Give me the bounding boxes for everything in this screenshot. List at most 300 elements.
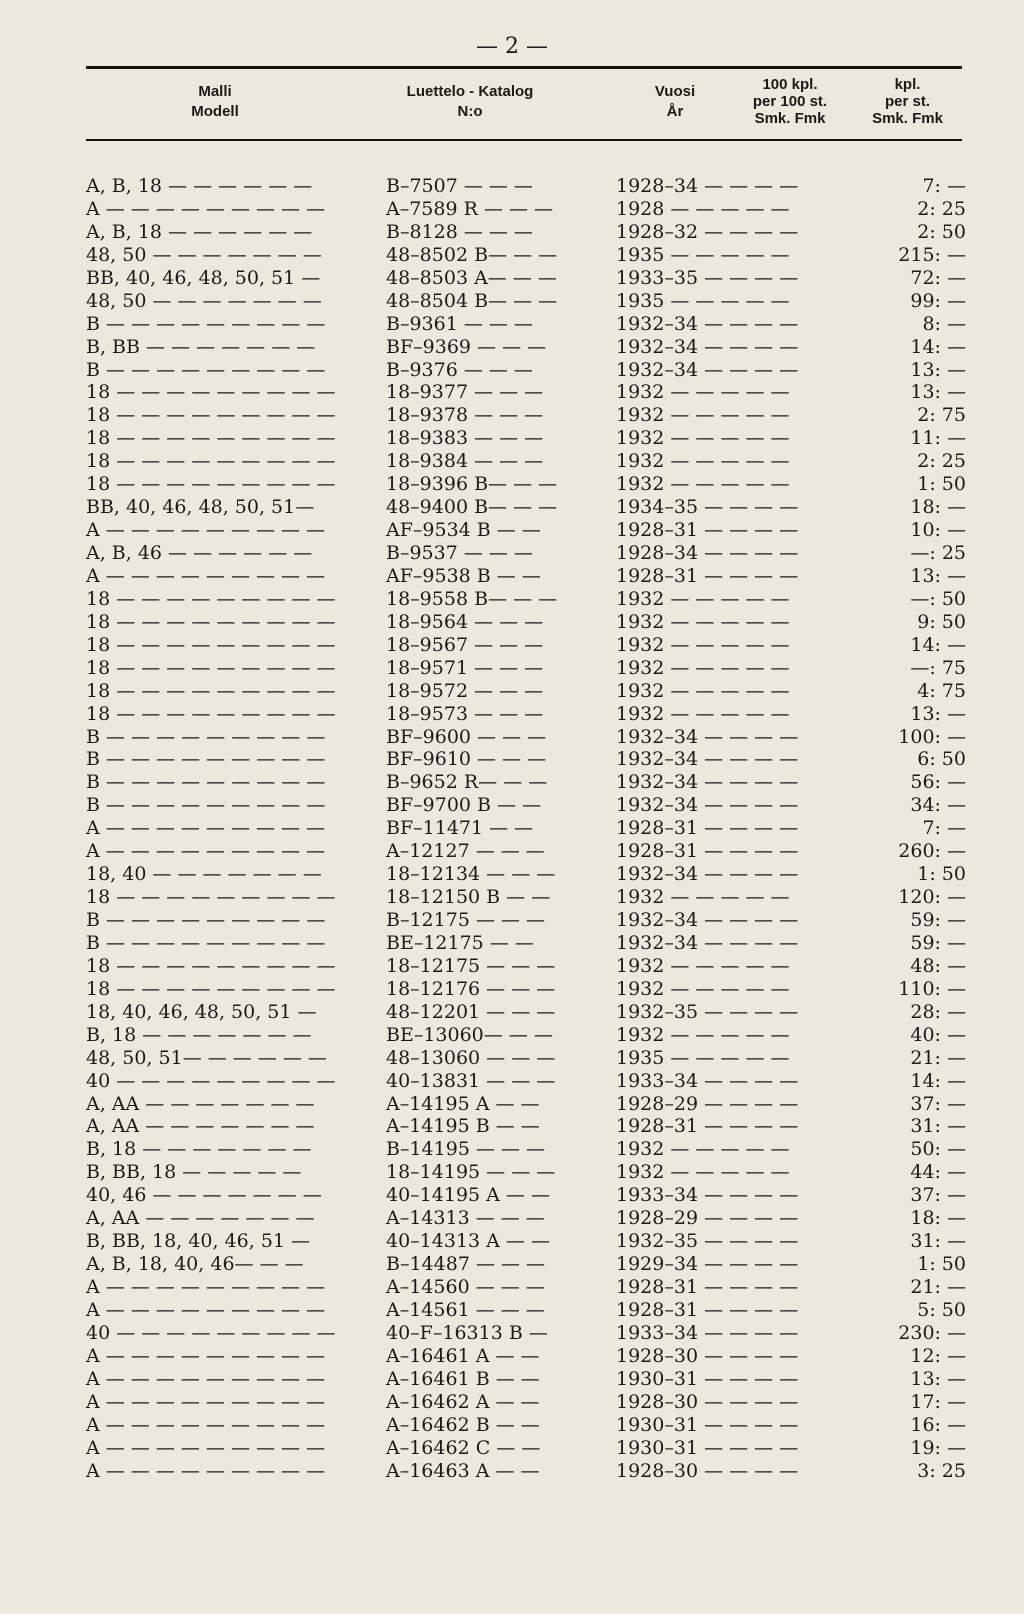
cell-year: 1928–32 — — — — <box>616 220 799 243</box>
header-catalog-sv: N:o <box>457 103 483 120</box>
cell-model: B — — — — — — — — — <box>86 931 326 954</box>
cell-year: 1932–34 — — — — <box>616 335 799 358</box>
cell-catalog: A–14195 A — — <box>386 1092 540 1115</box>
table-row <box>86 1253 966 1276</box>
cell-year: 1935 — — — — — <box>616 243 790 266</box>
cell-model: 18 — — — — — — — — — <box>86 587 336 610</box>
cell-pst: 5: 50 <box>917 1298 966 1321</box>
table-row <box>86 726 966 749</box>
cell-model: 18 — — — — — — — — — <box>86 702 336 725</box>
cell-catalog: BF–9369 — — — <box>386 335 547 358</box>
table-row <box>86 680 966 703</box>
cell-catalog: A–16461 B — — <box>386 1367 540 1390</box>
table-row <box>86 1391 966 1414</box>
cell-model: B — — — — — — — — — <box>86 909 326 931</box>
table-row <box>86 473 966 496</box>
cell-catalog: 40–13831 — — — <box>386 1069 556 1092</box>
table-row <box>86 313 966 336</box>
cell-catalog: A–16461 A — — <box>386 1344 540 1367</box>
cell-year: 1932 — — — — — <box>616 404 790 427</box>
cell-pst: 6: 50 <box>917 748 966 771</box>
cell-model: 40 — — — — — — — — — <box>86 1321 336 1344</box>
cell-pst: 12: — <box>910 1344 966 1367</box>
cell-catalog: A–16463 A — — <box>386 1459 540 1482</box>
cell-year: 1932 — — — — — <box>616 450 790 473</box>
table-row <box>86 1024 966 1047</box>
table-row <box>86 1138 966 1161</box>
cell-catalog: B–9652 R— — — <box>386 771 548 794</box>
table-row <box>86 496 966 519</box>
header-price-st-line3: Smk. Fmk <box>872 110 943 127</box>
cell-catalog: B–9376 — — — <box>386 358 533 381</box>
cell-pst: 14: — <box>910 335 966 358</box>
cell-model: A — — — — — — — — — <box>86 1413 326 1436</box>
header-catalog-fi: Luettelo - Katalog <box>406 83 534 100</box>
table-row <box>86 909 966 932</box>
cell-catalog: A–14313 — — — <box>386 1207 545 1230</box>
table-row <box>86 290 966 313</box>
cell-year: 1932 — — — — — <box>616 427 790 450</box>
page-number: — 2 — <box>476 34 548 59</box>
cell-model: B — — — — — — — — — <box>86 794 326 817</box>
table-row <box>86 978 966 1001</box>
cell-model: A — — — — — — — — — <box>86 1459 326 1482</box>
cell-catalog: A–14560 — — — <box>386 1276 545 1298</box>
table-row <box>86 1001 966 1024</box>
table-row <box>86 542 966 565</box>
cell-pst: 8: — <box>922 312 966 335</box>
cell-pst: 2: 25 <box>917 197 966 220</box>
cell-year: 1930–31 — — — — <box>616 1413 799 1436</box>
table-row <box>86 1070 966 1093</box>
table-row <box>86 1460 966 1483</box>
cell-model: A — — — — — — — — — <box>86 1298 326 1321</box>
cell-year: 1932 — — — — — <box>616 656 790 679</box>
cell-model: B — — — — — — — — — <box>86 771 326 794</box>
cell-pst: 40: — <box>910 1023 966 1046</box>
cell-catalog: 18–9567 — — — <box>386 633 544 656</box>
table-row <box>86 1161 966 1184</box>
table-row <box>86 404 966 427</box>
cell-pst: 18: — <box>910 496 966 519</box>
table-row <box>86 175 966 198</box>
cell-pst: 72: — <box>910 266 966 289</box>
cell-model: B — — — — — — — — — <box>86 725 326 748</box>
cell-catalog: A–16462 A — — <box>386 1390 540 1413</box>
cell-model: A, B, 18, 40, 46— — — <box>86 1253 304 1276</box>
cell-model: A, AA — — — — — — — <box>86 1207 315 1230</box>
header-price-100-line2: per 100 st. <box>752 93 828 110</box>
table-row <box>86 634 966 657</box>
table-row <box>86 267 966 290</box>
table-row <box>86 1047 966 1070</box>
cell-catalog: B–7507 — — — <box>386 175 533 197</box>
cell-pst: 13: — <box>910 358 966 381</box>
cell-year: 1932 — — — — — <box>616 702 790 725</box>
header-year <box>620 82 730 122</box>
cell-pst: 18: — <box>910 1207 966 1230</box>
cell-year: 1932–34 — — — — <box>616 794 799 817</box>
cell-model: 18 — — — — — — — — — <box>86 656 336 679</box>
cell-model: 18 — — — — — — — — — <box>86 381 336 404</box>
cell-catalog: 18–9378 — — — <box>386 404 544 427</box>
cell-year: 1932 — — — — — <box>616 886 790 909</box>
cell-pst: 9: 50 <box>917 610 966 633</box>
cell-year: 1932 — — — — — <box>616 473 790 496</box>
table-row <box>86 748 966 771</box>
cell-pst: 13: — <box>910 564 966 587</box>
cell-pst: 7: — <box>922 817 966 840</box>
cell-catalog: B–9361 — — — <box>386 312 533 335</box>
cell-pst: 28: — <box>910 1000 966 1023</box>
cell-year: 1928–29 — — — — <box>616 1207 799 1230</box>
cell-model: A — — — — — — — — — <box>86 519 326 542</box>
cell-pst: 59: — <box>910 909 966 931</box>
cell-catalog: 18–9558 B— — — <box>386 587 558 610</box>
cell-model: 18 — — — — — — — — — <box>86 427 336 450</box>
cell-pst: 37: — <box>910 1092 966 1115</box>
cell-model: 18, 40 — — — — — — — <box>86 863 322 886</box>
table-row <box>86 932 966 955</box>
cell-year: 1932–34 — — — — <box>616 725 799 748</box>
cell-pst: 50: — <box>910 1138 966 1161</box>
cell-model: A — — — — — — — — — <box>86 840 326 863</box>
cell-catalog: BE–13060— — — <box>386 1023 553 1046</box>
cell-pst: 31: — <box>910 1230 966 1253</box>
cell-year: 1932–35 — — — — <box>616 1230 799 1253</box>
cell-model: 48, 50 — — — — — — — <box>86 289 322 312</box>
cell-model: A — — — — — — — — — <box>86 1390 326 1413</box>
cell-pst: 56: — <box>910 771 966 794</box>
cell-catalog: 18–12134 — — — <box>386 863 556 886</box>
cell-model: A, B, 46 — — — — — — <box>86 542 313 564</box>
cell-model: A — — — — — — — — — <box>86 1276 326 1298</box>
cell-pst: 31: — <box>910 1115 966 1138</box>
cell-model: 48, 50 — — — — — — — <box>86 243 322 266</box>
cell-catalog: AF–9538 B — — <box>386 564 541 587</box>
cell-pst: 19: — <box>910 1436 966 1459</box>
cell-pst: —: 75 <box>910 656 966 679</box>
cell-model: 18 — — — — — — — — — <box>86 450 336 473</box>
cell-model: B, BB, 18, 40, 46, 51 — <box>86 1230 311 1253</box>
cell-pst: 1: 50 <box>917 863 966 886</box>
cell-pst: 260: — <box>898 840 966 863</box>
table-row <box>86 1184 966 1207</box>
cell-year: 1928 — — — — — <box>616 197 790 220</box>
cell-catalog: 48–8503 A— — — <box>386 266 557 289</box>
cell-catalog: AF–9534 B — — <box>386 519 541 542</box>
cell-year: 1933–34 — — — — <box>616 1321 799 1344</box>
cell-pst: 10: — <box>910 519 966 542</box>
table-row <box>86 771 966 794</box>
cell-pst: 16: — <box>910 1413 966 1436</box>
cell-catalog: 18–9377 — — — <box>386 381 544 404</box>
cell-pst: 13: — <box>910 381 966 404</box>
table-row <box>86 657 966 680</box>
cell-catalog: 18–9572 — — — <box>386 679 544 702</box>
cell-year: 1933–35 — — — — <box>616 266 799 289</box>
cell-pst: 14: — <box>910 1069 966 1092</box>
cell-pst: 59: — <box>910 931 966 954</box>
cell-model: B — — — — — — — — — <box>86 748 326 771</box>
cell-year: 1935 — — — — — <box>616 1046 790 1069</box>
cell-year: 1932–34 — — — — <box>616 863 799 886</box>
table-row <box>86 565 966 588</box>
cell-catalog: BE–12175 — — <box>386 931 534 954</box>
cell-pst: 1: 50 <box>917 1253 966 1276</box>
cell-year: 1933–34 — — — — <box>616 1184 799 1207</box>
cell-catalog: 18–12176 — — — <box>386 977 556 1000</box>
cell-model: A — — — — — — — — — <box>86 1367 326 1390</box>
cell-model: 48, 50, 51— — — — — — <box>86 1046 327 1069</box>
table-row <box>86 703 966 726</box>
cell-year: 1928–29 — — — — <box>616 1092 799 1115</box>
cell-model: A, B, 18 — — — — — — <box>86 220 313 243</box>
cell-model: A — — — — — — — — — <box>86 817 326 840</box>
cell-model: 18 — — — — — — — — — <box>86 404 336 427</box>
cell-year: 1928–31 — — — — <box>616 519 799 542</box>
cell-year: 1932 — — — — — <box>616 633 790 656</box>
cell-catalog: BF–11471 — — <box>386 817 534 840</box>
table-row <box>86 1437 966 1460</box>
cell-pst: 37: — <box>910 1184 966 1207</box>
cell-year: 1932 — — — — — <box>616 1138 790 1161</box>
table-row <box>86 336 966 359</box>
header-model-sv: Modell <box>191 103 239 120</box>
cell-catalog: 40–F–16313 B — <box>386 1321 548 1344</box>
table-row <box>86 1115 966 1138</box>
cell-catalog: B–14487 — — — <box>386 1253 546 1276</box>
cell-year: 1928–31 — — — — <box>616 1276 799 1298</box>
price-list <box>86 175 966 1482</box>
cell-year: 1932 — — — — — <box>616 679 790 702</box>
cell-model: A, AA — — — — — — — <box>86 1092 315 1115</box>
cell-pst: 14: — <box>910 633 966 656</box>
cell-pst: 120: — <box>898 886 966 909</box>
table-row <box>86 381 966 404</box>
cell-model: B — — — — — — — — — <box>86 358 326 381</box>
cell-pst: 21: — <box>910 1276 966 1298</box>
cell-model: A — — — — — — — — — <box>86 564 326 587</box>
header-bottom-rule <box>86 139 962 141</box>
header-price-100-line3: Smk. Fmk <box>754 110 826 127</box>
cell-catalog: 18–9384 — — — <box>386 450 544 473</box>
cell-catalog: 48–8502 B— — — <box>386 243 558 266</box>
cell-catalog: BF–9600 — — — <box>386 725 547 748</box>
cell-catalog: 18–12150 B — — <box>386 886 551 909</box>
cell-year: 1928–30 — — — — <box>616 1459 799 1482</box>
cell-model: A, AA — — — — — — — <box>86 1115 315 1138</box>
cell-year: 1932 — — — — — <box>616 1023 790 1046</box>
cell-pst: 21: — <box>910 1046 966 1069</box>
cell-year: 1928–30 — — — — <box>616 1390 799 1413</box>
header-year-fi: Vuosi <box>654 83 696 100</box>
table-row <box>86 359 966 382</box>
table-row <box>86 817 966 840</box>
cell-catalog: A–7589 R — — — <box>386 197 554 220</box>
header-price-100 <box>735 76 845 127</box>
cell-catalog: 48–13060 — — — <box>386 1046 556 1069</box>
cell-pst: 99: — <box>910 289 966 312</box>
table-row <box>86 1093 966 1116</box>
cell-catalog: 18–12175 — — — <box>386 954 556 977</box>
header-price-st-line2: per st. <box>884 93 930 110</box>
cell-pst: —: 25 <box>910 542 966 564</box>
table-row <box>86 1299 966 1322</box>
cell-catalog: 48–8504 B— — — <box>386 289 558 312</box>
table-row <box>86 611 966 634</box>
header-model-fi: Malli <box>198 83 232 100</box>
cell-year: 1932 — — — — — <box>616 954 790 977</box>
cell-catalog: BF–9700 B — — <box>386 794 542 817</box>
cell-year: 1928–34 — — — — <box>616 542 799 564</box>
cell-model: 18 — — — — — — — — — <box>86 679 336 702</box>
cell-pst: 215: — <box>898 243 966 266</box>
cell-pst: 48: — <box>910 954 966 977</box>
cell-model: BB, 40, 46, 48, 50, 51— <box>86 496 315 519</box>
cell-year: 1932–34 — — — — <box>616 358 799 381</box>
cell-model: 40, 46 — — — — — — — <box>86 1184 322 1207</box>
table-row <box>86 450 966 473</box>
cell-pst: 13: — <box>910 1367 966 1390</box>
table-row <box>86 794 966 817</box>
cell-year: 1932 — — — — — <box>616 587 790 610</box>
cell-year: 1932–34 — — — — <box>616 748 799 771</box>
cell-model: B — — — — — — — — — <box>86 312 326 335</box>
cell-pst: 4: 75 <box>917 679 966 702</box>
cell-year: 1928–31 — — — — <box>616 817 799 840</box>
cell-catalog: A–14561 — — — <box>386 1298 545 1321</box>
table-row <box>86 427 966 450</box>
cell-year: 1928–30 — — — — <box>616 1344 799 1367</box>
cell-pst: 34: — <box>910 794 966 817</box>
cell-pst: 2: 50 <box>917 220 966 243</box>
cell-year: 1932–35 — — — — <box>616 1000 799 1023</box>
cell-year: 1932 — — — — — <box>616 381 790 404</box>
table-row <box>86 519 966 542</box>
cell-pst: 11: — <box>910 427 966 450</box>
header-price-100-line1: 100 kpl. <box>762 76 818 93</box>
cell-catalog: B–9537 — — — <box>386 542 533 564</box>
table-row <box>86 955 966 978</box>
table-row <box>86 886 966 909</box>
cell-year: 1932 — — — — — <box>616 977 790 1000</box>
cell-pst: 2: 25 <box>917 450 966 473</box>
cell-year: 1933–34 — — — — <box>616 1069 799 1092</box>
cell-model: 18 — — — — — — — — — <box>86 473 336 496</box>
cell-catalog: A–12127 — — — <box>386 840 545 863</box>
cell-pst: 100: — <box>898 725 966 748</box>
cell-year: 1928–31 — — — — <box>616 1115 799 1138</box>
cell-year: 1932–34 — — — — <box>616 312 799 335</box>
header-price-st <box>855 76 960 127</box>
cell-pst: 110: — <box>898 977 966 1000</box>
cell-catalog: 40–14313 A — — <box>386 1230 550 1253</box>
cell-model: B, 18 — — — — — — — <box>86 1138 312 1161</box>
cell-year: 1934–35 — — — — <box>616 496 799 519</box>
header-model <box>150 82 280 122</box>
cell-catalog: A–14195 B — — <box>386 1115 540 1138</box>
cell-model: 18 — — — — — — — — — <box>86 954 336 977</box>
cell-model: B, 18 — — — — — — — <box>86 1023 312 1046</box>
table-row <box>86 1207 966 1230</box>
cell-model: A — — — — — — — — — <box>86 197 326 220</box>
table-row <box>86 588 966 611</box>
cell-catalog: 18–9571 — — — <box>386 656 544 679</box>
cell-model: A, B, 18 — — — — — — <box>86 175 313 197</box>
cell-pst: 3: 25 <box>917 1459 966 1482</box>
table-row <box>86 1276 966 1299</box>
table-row <box>86 1345 966 1368</box>
table-row <box>86 1414 966 1437</box>
cell-pst: 13: — <box>910 702 966 725</box>
cell-catalog: B–8128 — — — <box>386 220 533 243</box>
cell-model: 18, 40, 46, 48, 50, 51 — <box>86 1000 317 1023</box>
cell-model: B, BB, 18 — — — — — <box>86 1161 302 1184</box>
cell-pst: —: 50 <box>910 587 966 610</box>
cell-model: BB, 40, 46, 48, 50, 51 — <box>86 266 321 289</box>
cell-year: 1929–34 — — — — <box>616 1253 799 1276</box>
cell-pst: 2: 75 <box>917 404 966 427</box>
header-top-rule <box>86 66 962 69</box>
cell-model: A — — — — — — — — — <box>86 1344 326 1367</box>
cell-catalog: 40–14195 A — — <box>386 1184 550 1207</box>
cell-model: 18 — — — — — — — — — <box>86 886 336 909</box>
cell-catalog: BF–9610 — — — <box>386 748 547 771</box>
cell-model: 40 — — — — — — — — — <box>86 1069 336 1092</box>
table-row <box>86 1368 966 1391</box>
cell-pst: 44: — <box>910 1161 966 1184</box>
cell-year: 1930–31 — — — — <box>616 1436 799 1459</box>
table-row <box>86 840 966 863</box>
cell-catalog: B–14195 — — — <box>386 1138 546 1161</box>
cell-model: B, BB — — — — — — — <box>86 335 316 358</box>
header-catalog <box>365 82 575 122</box>
cell-year: 1932–34 — — — — <box>616 909 799 931</box>
cell-catalog: 18–14195 — — — <box>386 1161 556 1184</box>
header-year-sv: År <box>666 103 684 120</box>
table-row <box>86 863 966 886</box>
table-row <box>86 221 966 244</box>
cell-catalog: A–16462 C — — <box>386 1436 541 1459</box>
table-row <box>86 198 966 221</box>
cell-catalog: 18–9573 — — — <box>386 702 544 725</box>
cell-model: A — — — — — — — — — <box>86 1436 326 1459</box>
table-row <box>86 1322 966 1345</box>
cell-year: 1930–31 — — — — <box>616 1367 799 1390</box>
cell-year: 1935 — — — — — <box>616 289 790 312</box>
cell-year: 1932–34 — — — — <box>616 931 799 954</box>
cell-year: 1932 — — — — — <box>616 610 790 633</box>
cell-catalog: 48–9400 B— — — <box>386 496 558 519</box>
cell-model: 18 — — — — — — — — — <box>86 633 336 656</box>
cell-year: 1928–31 — — — — <box>616 840 799 863</box>
header-price-st-line1: kpl. <box>894 76 921 93</box>
cell-pst: 230: — <box>898 1321 966 1344</box>
cell-pst: 17: — <box>910 1390 966 1413</box>
cell-catalog: 48–12201 — — — <box>386 1000 556 1023</box>
cell-catalog: A–16462 B — — <box>386 1413 540 1436</box>
cell-year: 1932–34 — — — — <box>616 771 799 794</box>
table-row <box>86 1230 966 1253</box>
cell-year: 1928–31 — — — — <box>616 564 799 587</box>
table-row <box>86 244 966 267</box>
cell-pst: 7: — <box>922 175 966 197</box>
cell-catalog: B–12175 — — — <box>386 909 546 931</box>
cell-catalog: 18–9564 — — — <box>386 610 544 633</box>
cell-year: 1932 — — — — — <box>616 1161 790 1184</box>
cell-catalog: 18–9383 — — — <box>386 427 544 450</box>
